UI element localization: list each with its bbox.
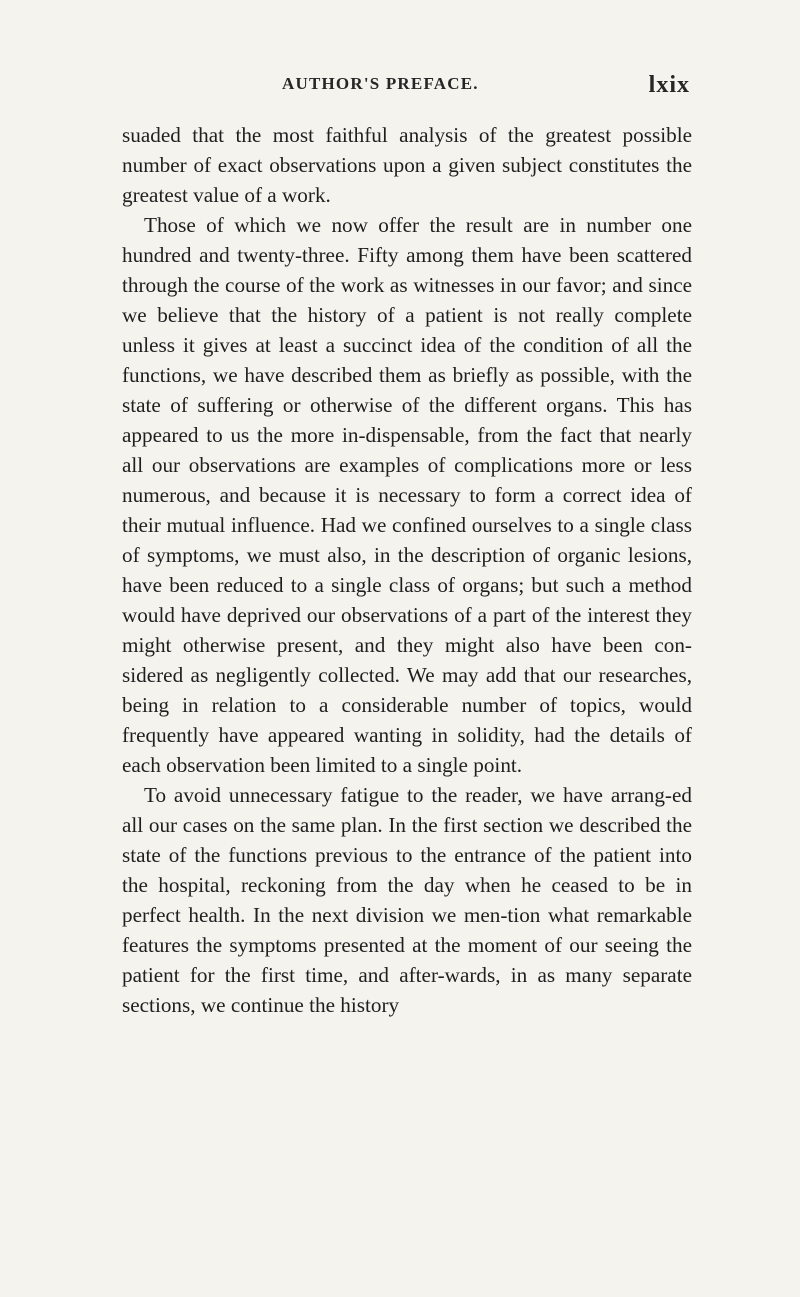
paragraph-continuation: suaded that the most faithful analysis of the greatest possible number of exact observations upon a given subject constitutes the greatest value of a work. [122, 123, 692, 207]
paragraph-case-plan: To avoid unnecessary fatigue to the reader, we have arrang-ed all our cases on the same plan. In the first section we described the state of the functions previous to the entrance of the patient into the hospital, reckoning from the day when he ceased to be in perfect health. In the next division we men-tion what remarkable features the symptoms presented at the moment of our seeing the patient for the first time, and after-wards, in as many separate sections, we continue the history [122, 783, 692, 1017]
page-number: lxix [648, 72, 690, 98]
running-head [282, 74, 690, 100]
running-title: AUTHOR'S PREFACE. [282, 74, 479, 93]
paragraph-observations: Those of which we now offer the result are in number one hundred and twenty-three. Fifty among them have been scattered through the course of the work as witnesses in our favor; and since we believe that the history of a patient is not really complete unless it gives at least a succinct idea of the condition of all the functions, we have described them as briefly as possible, with the state of suffering or otherwise of the different organs. This has appeared to us the more in-dispensable, from the fact that nearly all our observations are examples of complications more or less numerous, and because it is necessary to form a correct idea of their mutual influence. Had we confined ourselves to a single class of symptoms, we must also, in the description of organic lesions, have been reduced to a single class of organs; but such a method would have deprived our observations of a part of the interest they might otherwise present, and they might also have been con-sidered as negligently collected. We may add that our researches, being in relation to a considerable number of topics, would frequently have appeared wanting in solidity, had the details of each observation been limited to a single point. [122, 213, 692, 777]
body-text [122, 120, 692, 1020]
